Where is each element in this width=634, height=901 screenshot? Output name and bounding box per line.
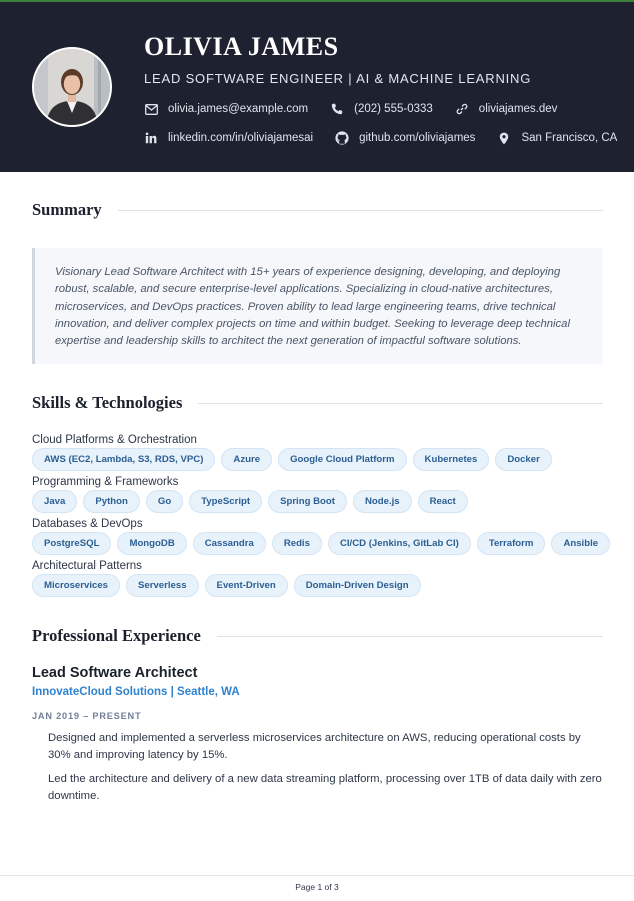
summary-title: Summary — [32, 200, 102, 219]
skill-chip: PostgreSQL — [32, 532, 111, 555]
mail-icon — [144, 102, 158, 116]
location-pin-icon — [497, 131, 511, 145]
skills-section-header — [32, 393, 603, 413]
contact-github[interactable] — [335, 131, 475, 145]
skill-chip: MongoDB — [117, 532, 186, 555]
contact-linkedin-text: linkedin.com/in/oliviajamesai — [168, 132, 314, 144]
skill-chip: Docker — [495, 448, 552, 471]
job-title: Lead Software Architect — [32, 665, 198, 681]
skill-chip: Python — [83, 490, 140, 513]
skill-chips — [32, 574, 612, 597]
section-divider — [118, 210, 603, 211]
footer-divider — [0, 875, 634, 876]
skill-chip: Serverless — [126, 574, 199, 597]
skill-chip: Cassandra — [193, 532, 266, 555]
skill-group-programming — [32, 475, 612, 513]
contact-email-text: olivia.james@example.com — [168, 103, 309, 115]
skill-chip: Node.js — [353, 490, 412, 513]
job-bullet: Led the architecture and delivery of a new data streaming platform, processing over 1TB of data daily with zero downtime. — [48, 773, 602, 802]
section-divider — [198, 403, 603, 404]
contact-github-text: github.com/oliviajames — [359, 132, 476, 144]
contact-location-text: San Francisco, CA — [521, 132, 618, 144]
summary-section-header — [32, 200, 603, 220]
linkedin-icon — [144, 131, 158, 145]
skill-chip: Redis — [272, 532, 322, 555]
skill-chip: Go — [146, 490, 183, 513]
skill-chip: React — [418, 490, 468, 513]
skill-chip: Azure — [221, 448, 272, 471]
link-icon — [455, 102, 469, 116]
skill-chip: Spring Boot — [268, 490, 347, 513]
skill-chips — [32, 532, 612, 555]
summary-text: Visionary Lead Software Architect with 15+ years of experience designing, developing, and deploying robust, scalable, and secure enterprise-level applications. Specializing in cloud-native architectures, microservices, and DevOps practices. Proven ability to lead large engineering teams, drive technical innovation, and deliver complex projects on time and within budget. Seeking to leverage deep technical expertise and leadership skills to architect the next generation of impactful software solutions. — [55, 266, 570, 348]
skill-chip: Microservices — [32, 574, 120, 597]
skill-group-label: Cloud Platforms & Orchestration — [32, 434, 197, 446]
summary-box — [32, 248, 603, 364]
skill-chip: Google Cloud Platform — [278, 448, 406, 471]
skill-chip: AWS (EC2, Lambda, S3, RDS, VPC) — [32, 448, 215, 471]
contact-phone-text: (202) 555-0333 — [354, 103, 433, 115]
candidate-name: OLIVIA JAMES — [144, 32, 339, 61]
skill-group-cloud — [32, 433, 612, 471]
job-dates: JAN 2019 – PRESENT — [32, 711, 142, 721]
skill-group-architecture — [32, 559, 612, 597]
skill-chip: Terraform — [477, 532, 546, 555]
phone-icon — [330, 102, 344, 116]
skill-chip: CI/CD (Jenkins, GitLab CI) — [328, 532, 471, 555]
contact-website-text: oliviajames.dev — [478, 103, 558, 115]
skill-group-label: Programming & Frameworks — [32, 476, 179, 488]
skill-chip: Ansible — [551, 532, 610, 555]
contact-linkedin[interactable] — [144, 131, 313, 145]
job-company: InnovateCloud Solutions | Seattle, WA — [32, 686, 240, 698]
contact-email[interactable] — [144, 102, 308, 116]
skills-title: Skills & Technologies — [32, 393, 183, 412]
page-number: Page 1 of 3 — [295, 882, 339, 892]
experience-title: Professional Experience — [32, 626, 201, 645]
skill-group-databases — [32, 517, 612, 555]
skill-group-label: Architectural Patterns — [32, 560, 142, 572]
avatar — [32, 47, 112, 127]
github-icon — [335, 131, 349, 145]
contact-website[interactable] — [455, 102, 558, 116]
job-bullets — [48, 730, 604, 812]
skill-chip: Event-Driven — [205, 574, 288, 597]
candidate-headline: LEAD SOFTWARE ENGINEER | AI & MACHINE LEARNING — [144, 71, 532, 86]
experience-section-header — [32, 626, 603, 646]
contact-location — [497, 131, 617, 145]
contact-row-primary — [144, 102, 579, 116]
skill-chip: Java — [32, 490, 77, 513]
skill-chips — [32, 448, 612, 471]
section-divider — [217, 636, 603, 637]
contact-phone[interactable] — [330, 102, 433, 116]
skill-chip: Domain-Driven Design — [294, 574, 421, 597]
job-bullet: Designed and implemented a serverless microservices architecture on AWS, reducing operational costs by 30% and improving latency by 15%. — [48, 732, 581, 761]
skill-chip: TypeScript — [189, 490, 262, 513]
contact-row-secondary — [144, 131, 634, 145]
skill-chips — [32, 490, 612, 513]
skill-group-label: Databases & DevOps — [32, 518, 143, 530]
resume-header — [0, 2, 634, 172]
skill-chip: Kubernetes — [413, 448, 490, 471]
